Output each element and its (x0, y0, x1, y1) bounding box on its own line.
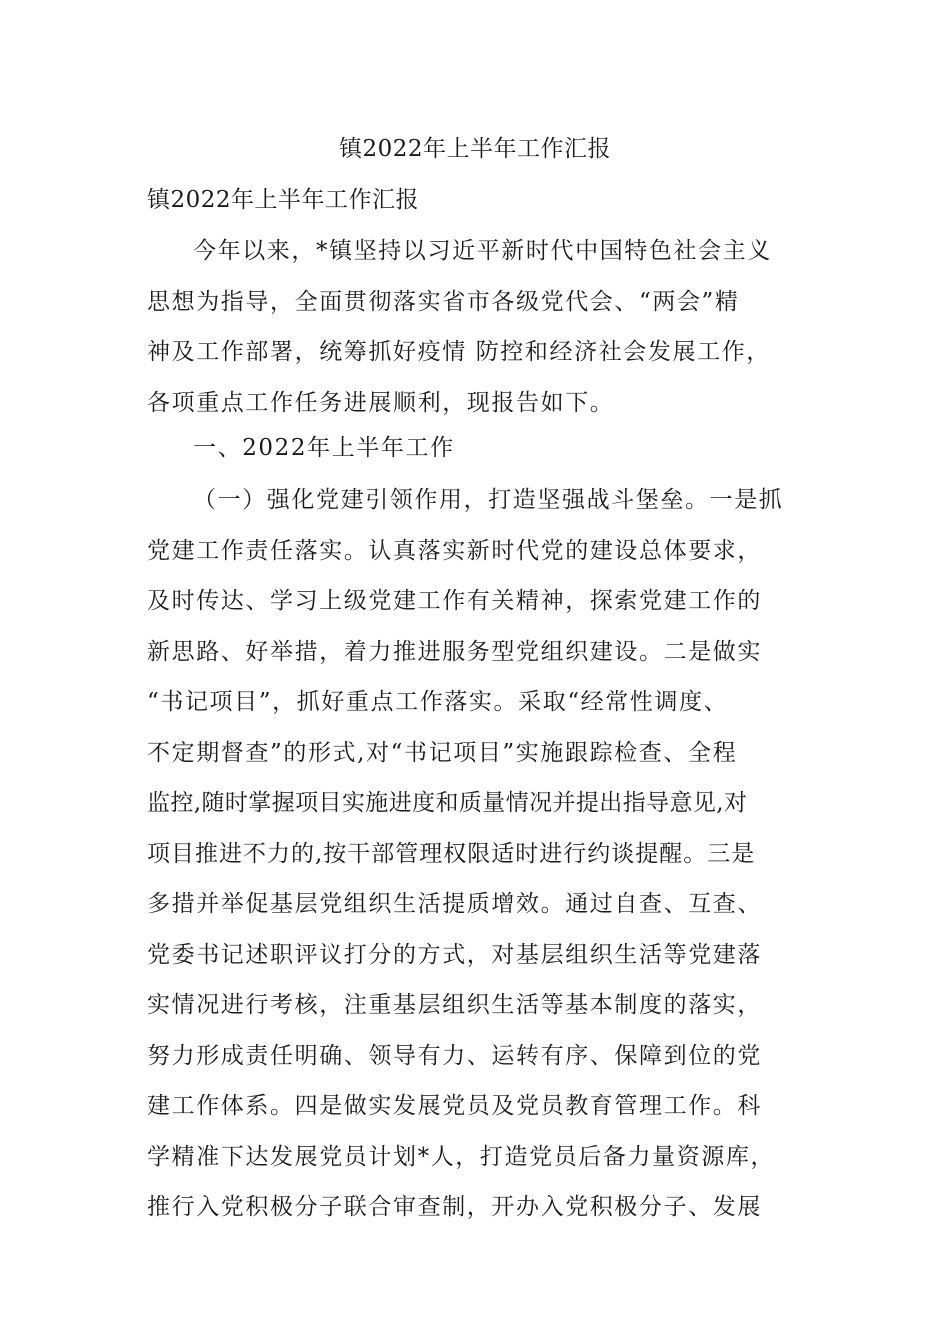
section-line: “书记项目”，抓好重点工作落实。采取“经常性调度、 (147, 689, 729, 715)
section-line: 实情况进行考核，注重基层组织生活等基本制度的落实， (147, 992, 762, 1018)
intro-line: 各项重点工作任务进展顺利，现报告如下。 (147, 389, 615, 416)
section-line: 党建工作责任落实。认真落实新时代党的建设总体要求， (147, 537, 762, 564)
document-title: 镇2022年上半年工作汇报 (338, 136, 612, 162)
section-line: 新思路、好举措，着力推进服务型党组织建设。二是做实 (147, 638, 762, 665)
document-subtitle: 镇2022年上半年工作汇报 (147, 187, 420, 213)
section-line: 党委书记述职评议打分的方式，对基层组织生活等党建落 (147, 941, 762, 968)
section-line: 建工作体系。四是做实发展党员及党员教育管理工作。科 (147, 1093, 762, 1119)
section-line: 努力形成责任明确、领导有力、运转有序、保障到位的党 (147, 1042, 762, 1069)
section-line: 多措并举促基层党组织生活提质增效。通过自查、互查、 (147, 891, 762, 917)
intro-line: 思想为指导，全面贯彻落实省市各级党代会、“两会”精 (147, 288, 740, 315)
section-paragraph (147, 475, 807, 1233)
section-heading: 一、2022年上半年工作 (193, 435, 455, 461)
section-line: （一）强化党建引领作用，打造坚强战斗堡垒。一是抓 (193, 487, 784, 513)
section-line: 监控,随时掌握项目实施进度和质量情况并提出指导意见,对 (147, 790, 748, 816)
section-line: 学精准下达发展党员计划*人，打造党员后备力量资源库， (147, 1143, 776, 1170)
section-line: 推行入党积极分子联合审查制，开办入党积极分子、发展 (147, 1194, 762, 1220)
section-line: 不定期督查”的形式,对“书记项目”实施跟踪检查、全程 (147, 739, 738, 766)
intro-line: 今年以来，*镇坚持以习近平新时代中国特色社会主义 (193, 238, 772, 264)
intro-line: 神及工作部署，统筹抓好疫情 防控和经济社会发展工作， (147, 339, 771, 365)
section-line: 及时传达、学习上级党建工作有关精神，探索党建工作的 (147, 588, 762, 614)
intro-paragraph (147, 226, 807, 428)
section-line: 项目推进不力的,按干部管理权限适时进行约谈提醒。三是 (147, 840, 756, 867)
